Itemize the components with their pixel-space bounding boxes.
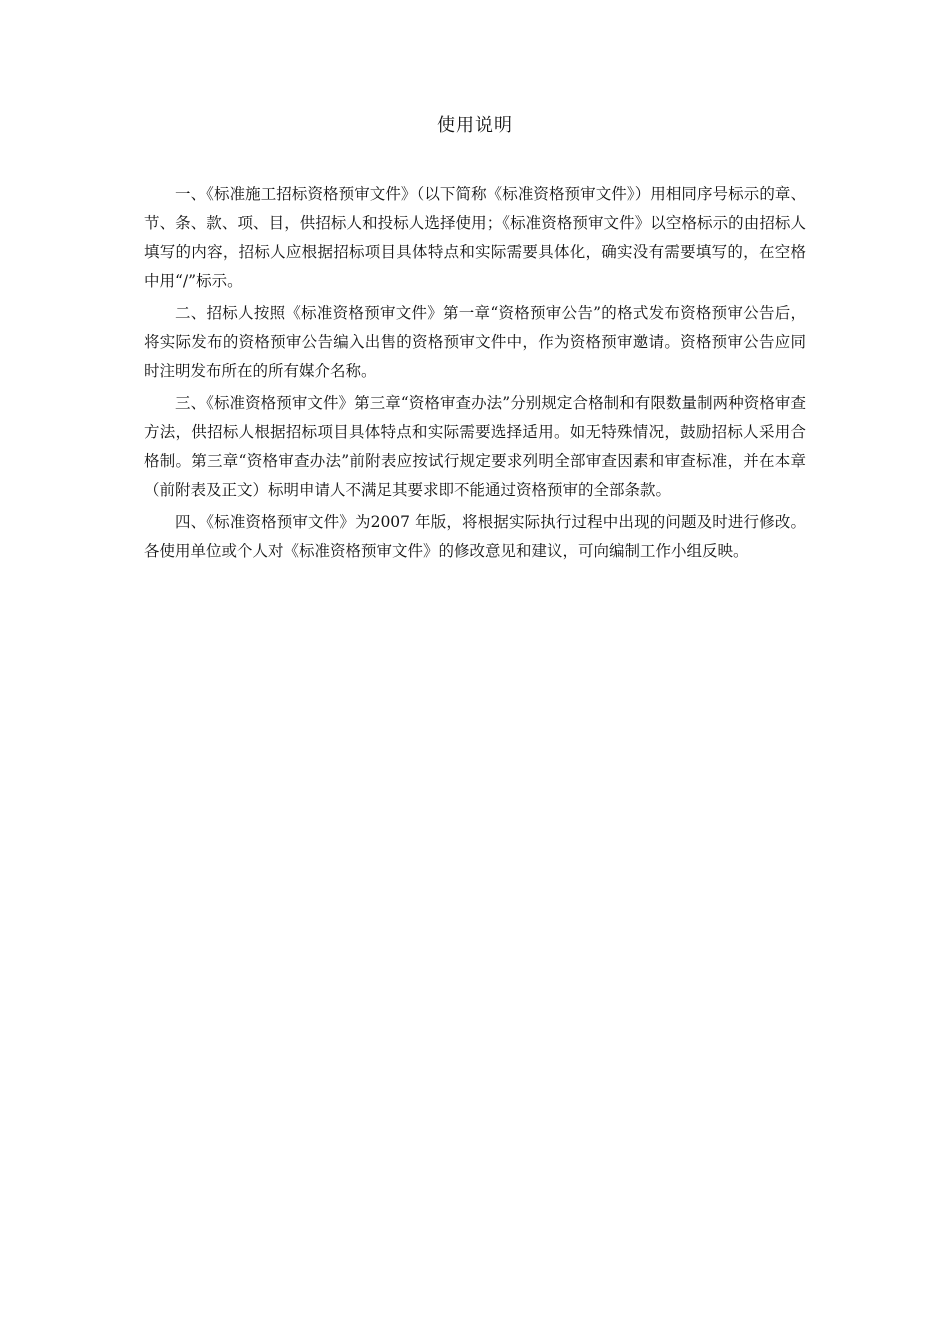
document-body — [144, 180, 806, 569]
paragraph-1: 一、《标准施工招标资格预审文件》（以下简称《标准资格预审文件》）用相同序号标示的章、节、条、款、项、目，供招标人和投标人选择使用；《标准资格预审文件》以空格标示的由招标人填写的内容，招标人应根据招标项目具体特点和实际需要具体化，确实没有需要填写的，在空格中用“/”标示。 — [144, 185, 806, 290]
paragraph-3: 三、《标准资格预审文件》第三章“资格审查办法”分别规定合格制和有限数量制两种资格审查方法，供招标人根据招标项目具体特点和实际需要选择适用。如无特殊情况，鼓励招标人采用合格制。第三章“资格审查办法”前附表应按试行规定要求列明全部审查因素和审查标准，并在本章（前附表及正文）标明申请人不满足其要求即不能通过资格预审的全部条款。 — [144, 394, 806, 499]
page-title: 使用说明 — [437, 115, 513, 136]
paragraph-2: 二、招标人按照《标准资格预审文件》第一章“资格预审公告”的格式发布资格预审公告后，将实际发布的资格预审公告编入出售的资格预审文件中，作为资格预审邀请。资格预审公告应同时注明发布所在的所有媒介名称。 — [144, 304, 806, 380]
paragraph-4: 四、《标准资格预审文件》为2007 年版，将根据实际执行过程中出现的问题及时进行修改。各使用单位或个人对《标准资格预审文件》的修改意见和建议，可向编制工作小组反映。 — [144, 513, 806, 560]
